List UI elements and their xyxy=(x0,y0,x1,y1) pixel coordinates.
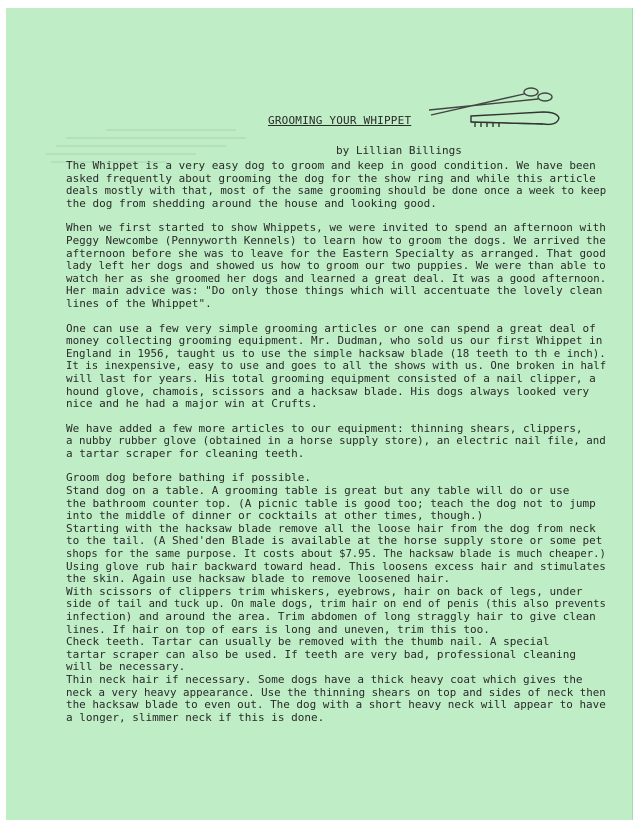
article-body xyxy=(66,160,606,724)
text-line: With scissors of clippers trim whiskers, eyebrows, hair on back of legs, under xyxy=(66,584,583,598)
text-line: Starting with the hacksaw blade remove all the loose hair from the dog from neck xyxy=(66,521,596,535)
text-line: asked frequently about grooming the dog for the show ring and while this article xyxy=(66,171,596,185)
text-line: Thin neck hair if necessary. Some dogs have a thick heavy coat which gives the xyxy=(66,672,583,686)
text-line: nice and he had a major win at Crufts. xyxy=(66,397,318,411)
text-line: Stand dog on a table. A grooming table is great but any table will do or use xyxy=(66,484,570,498)
text-line: side of tail and tuck up. On male dogs, trim hair on end of penis (this also prevents xyxy=(66,597,606,611)
text-line: Peggy Newcombe (Pennyworth Kennels) to learn how to groom the dogs. We arrived the xyxy=(66,233,606,247)
text-line: to the tail. (A Shed'den Blade is available at the horse supply store or some pet xyxy=(66,534,603,548)
text-line: Groom dog before bathing if possible. xyxy=(66,471,312,485)
text-line: lines of the Whippet". xyxy=(66,296,212,310)
text-line: lines. If hair on top of ears is long and uneven, trim this too. xyxy=(66,622,490,636)
text-line: It is inexpensive, easy to use and goes to all the shows with us. One broken in half xyxy=(66,359,607,373)
document-page xyxy=(6,8,633,820)
text-line: tartar scraper can also be used. If teeth are very bad, professional cleaning xyxy=(66,647,576,661)
byline: by Lillian Billings xyxy=(336,144,462,157)
text-line: Her main advice was: "Do only those things which will accentuate the lovely clean xyxy=(66,284,603,298)
text-line: will last for years. His total grooming equipment consisted of a nail clipper, a xyxy=(66,371,596,385)
paragraph xyxy=(66,472,606,724)
paragraph xyxy=(66,160,606,210)
text-line: watch her as she groomed her dogs and learned a great deal. It was a good afternoon. xyxy=(66,271,607,285)
text-line: deals mostly with that, most of the same grooming should be done once a week to keep xyxy=(66,184,607,198)
scissors-and-brush-icon xyxy=(411,82,571,132)
text-line: a nubby rubber glove (obtained in a horse supply store), an electric nail file, and xyxy=(66,434,606,448)
text-line: the hacksaw blade to even out. The dog with a short heavy neck will appear to have xyxy=(66,698,606,712)
text-line: lady left her dogs and showed us how to groom our two puppies. We were than able to xyxy=(66,259,606,273)
text-line: money collecting grooming equipment. Mr. Dudman, who sold us our first Whippet in xyxy=(66,334,603,348)
text-line: the skin. Again use hacksaw blade to remove loosened hair. xyxy=(66,572,451,586)
text-line: shops for the same purpose. It costs about $7.95. The hacksaw blade is much cheaper.) xyxy=(66,547,606,561)
text-line: We have added a few more articles to our equipment: thinning shears, clippers, xyxy=(66,421,583,435)
paragraph xyxy=(66,323,606,411)
text-line: hound glove, chamois, scissors and a hacksaw blade. His dogs always looked very xyxy=(66,384,590,398)
text-line: Check teeth. Tartar can usually be removed with the thumb nail. A special xyxy=(66,635,550,649)
text-line: into the middle of dinner or cocktails at other times, though.) xyxy=(66,509,484,523)
text-line: a tartar scraper for cleaning teeth. xyxy=(66,446,305,460)
page-title: GROOMING YOUR WHIPPET xyxy=(268,114,412,127)
text-line: the bathroom counter top. (A picnic table is good too; teach the dog not to jump xyxy=(66,496,596,510)
text-line: When we first started to show Whippets, we were invited to spend an afternoon with xyxy=(66,221,606,235)
text-line: infection) and around the area. Trim abdomen of long straggly hair to give clean xyxy=(66,610,596,623)
text-line: the dog from shedding around the house and looking good. xyxy=(66,196,437,210)
text-line: will be necessary. xyxy=(66,660,186,674)
paragraph xyxy=(66,423,606,461)
text-line: Using glove rub hair backward toward head. This loosens excess hair and stimulates xyxy=(66,559,606,573)
text-line: a longer, slimmer neck if this is done. xyxy=(66,710,325,724)
text-line: England in 1956, taught us to use the simple hacksaw blade (18 teeth to th e inch). xyxy=(66,346,606,360)
text-line: The Whippet is a very easy dog to groom and keep in good condition. We have been xyxy=(66,159,596,172)
text-line: afternoon before she was to leave for the Eastern Specialty as arranged. That good xyxy=(66,246,606,260)
paragraph xyxy=(66,222,606,310)
text-line: One can use a few very simple grooming articles or one can spend a great deal of xyxy=(66,321,596,335)
text-line: neck a very heavy appearance. Use the thinning shears on top and sides of neck then xyxy=(66,685,606,699)
